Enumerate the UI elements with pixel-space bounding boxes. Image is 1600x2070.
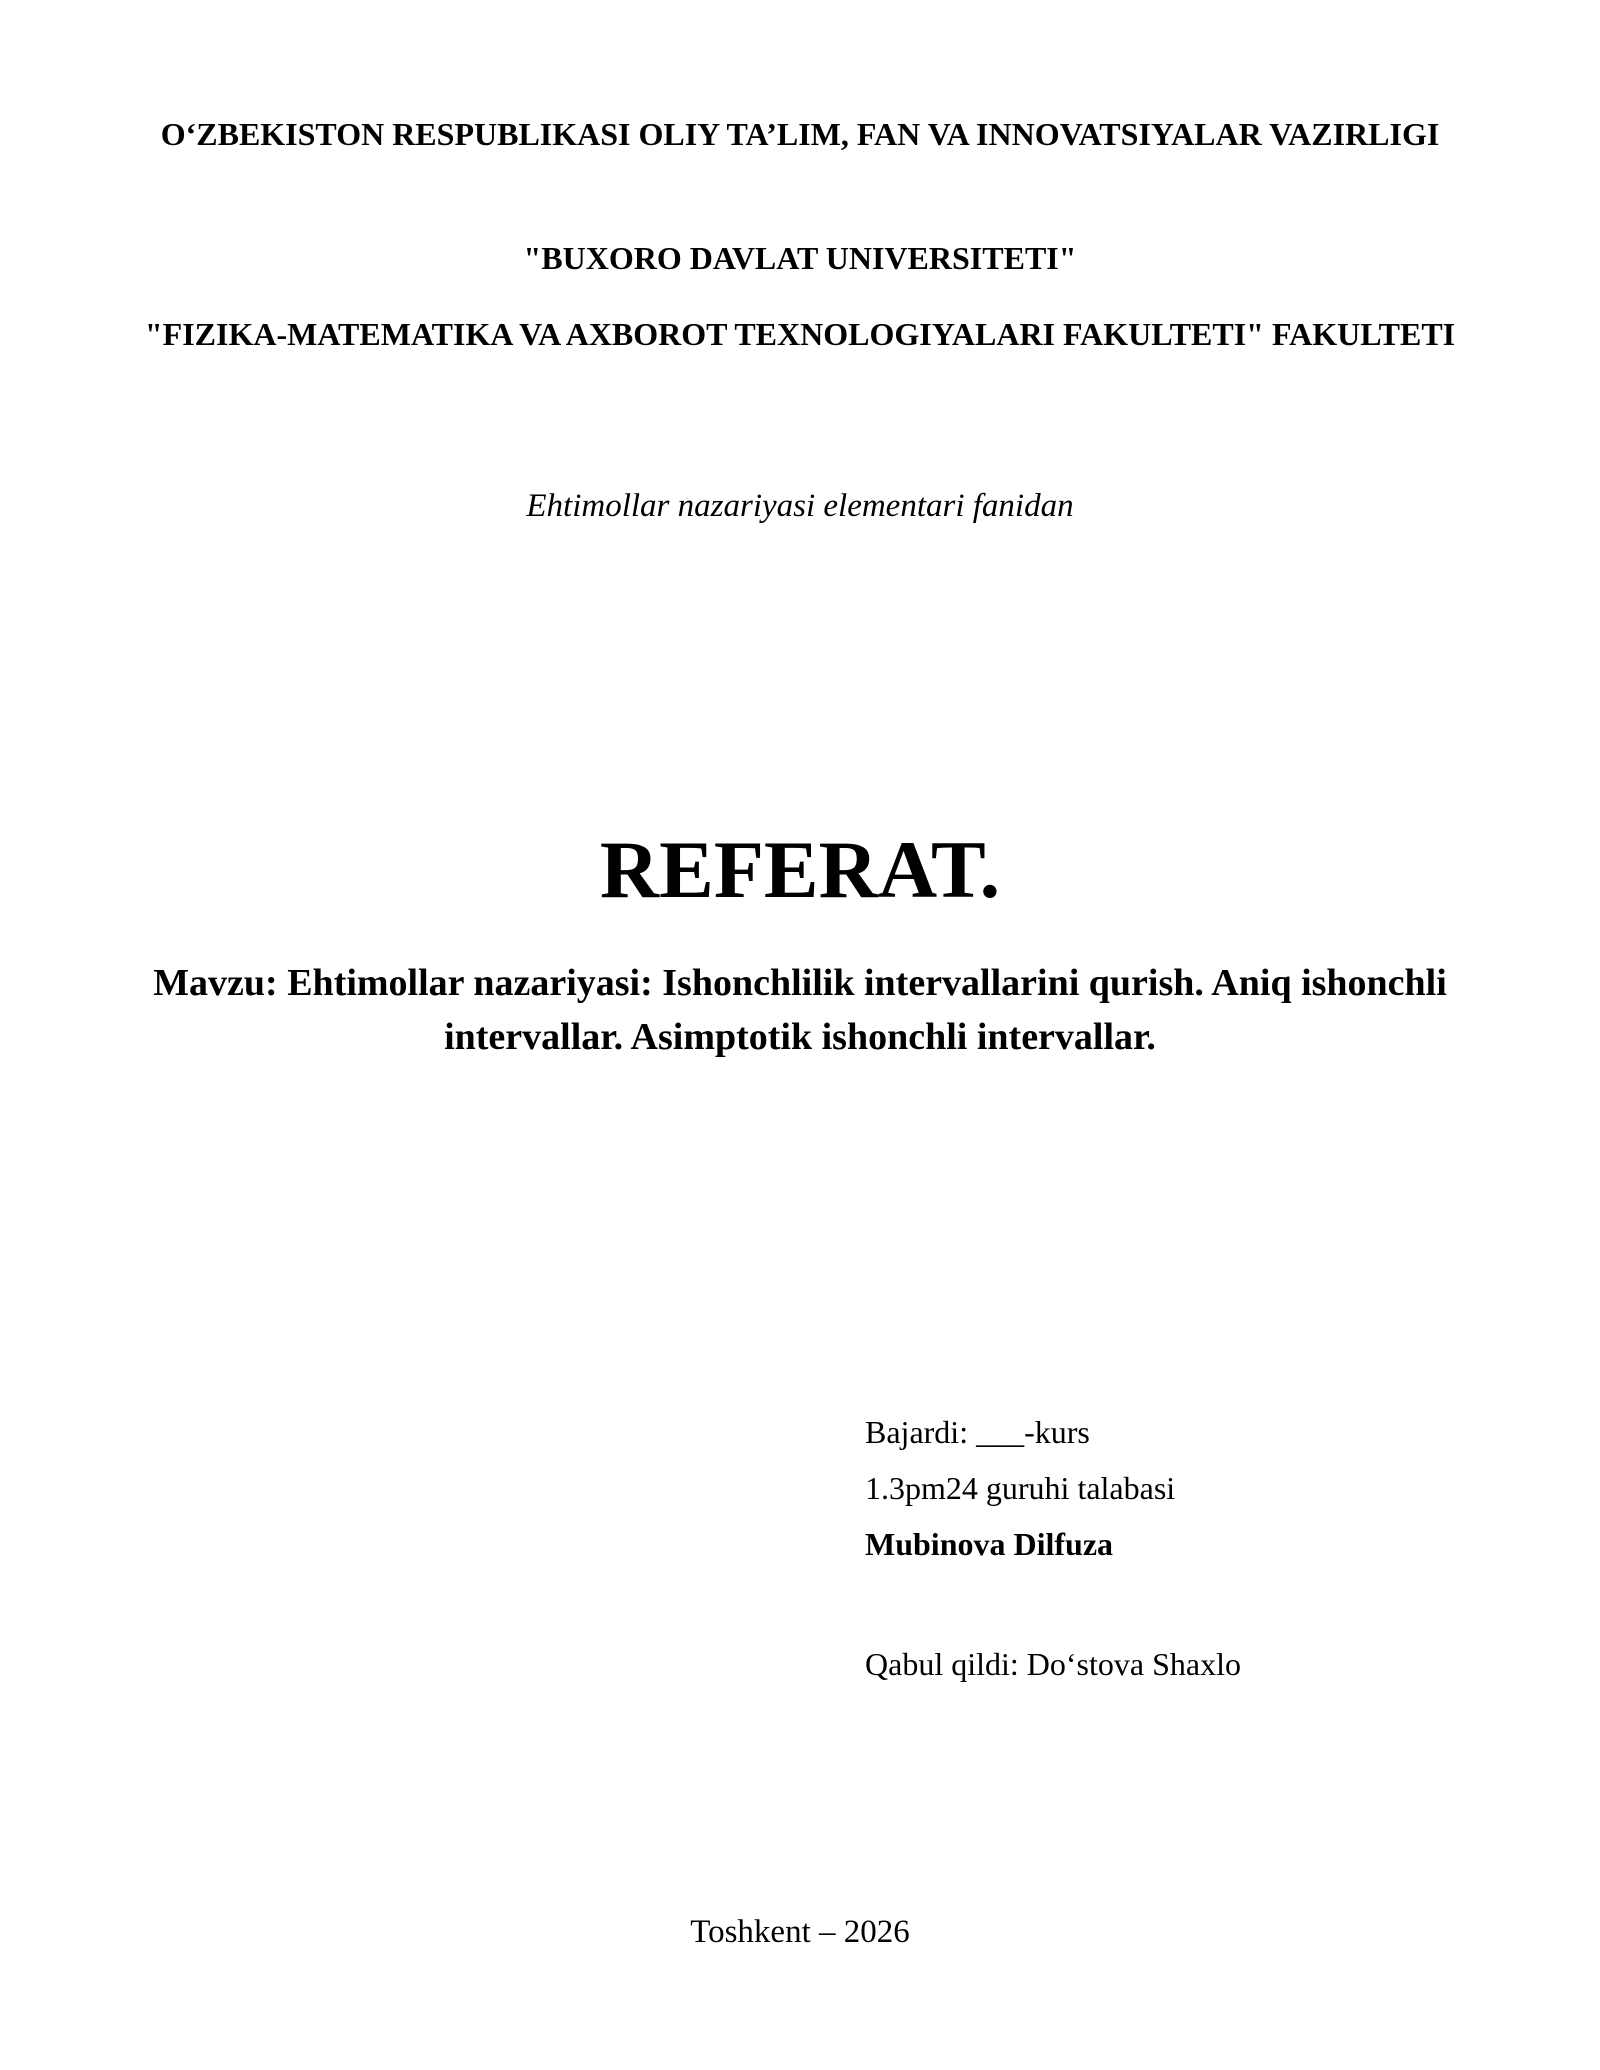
place-year: Toshkent – 2026: [690, 1914, 910, 1950]
document-title: REFERAT.: [599, 824, 1001, 915]
university-heading: "BUXORO DAVLAT UNIVERSITETI": [523, 240, 1077, 276]
course-line: Bajardi: ___-kurs: [865, 1414, 1090, 1450]
ministry-heading: O‘ZBEKISTON RESPUBLIKASI OLIY TA’LIM, FAN VA INNOVATSIYALAR VAZIRLIGI: [160, 116, 1440, 152]
teacher-line: Qabul qildi: Do‘stova Shaxlo: [865, 1646, 1241, 1682]
faculty-heading: "FIZIKA-MATEMATIKA VA AXBOROT TEXNOLOGIYALARI FAKULTETI" FAKULTETI: [144, 316, 1456, 352]
group-line: 1.3pm24 guruhi talabasi: [865, 1470, 1176, 1506]
student-name: Mubinova Dilfuza: [865, 1526, 1114, 1562]
topic-text: Mavzu: Ehtimollar nazariyasi: Ishonchlilik intervallarini qurish. Aniq ishonchli intervallar. Asimptotik ishonchli intervallar.: [153, 962, 1447, 1058]
subject-line: Ehtimollar nazariyasi elementari fanidan: [526, 488, 1074, 524]
